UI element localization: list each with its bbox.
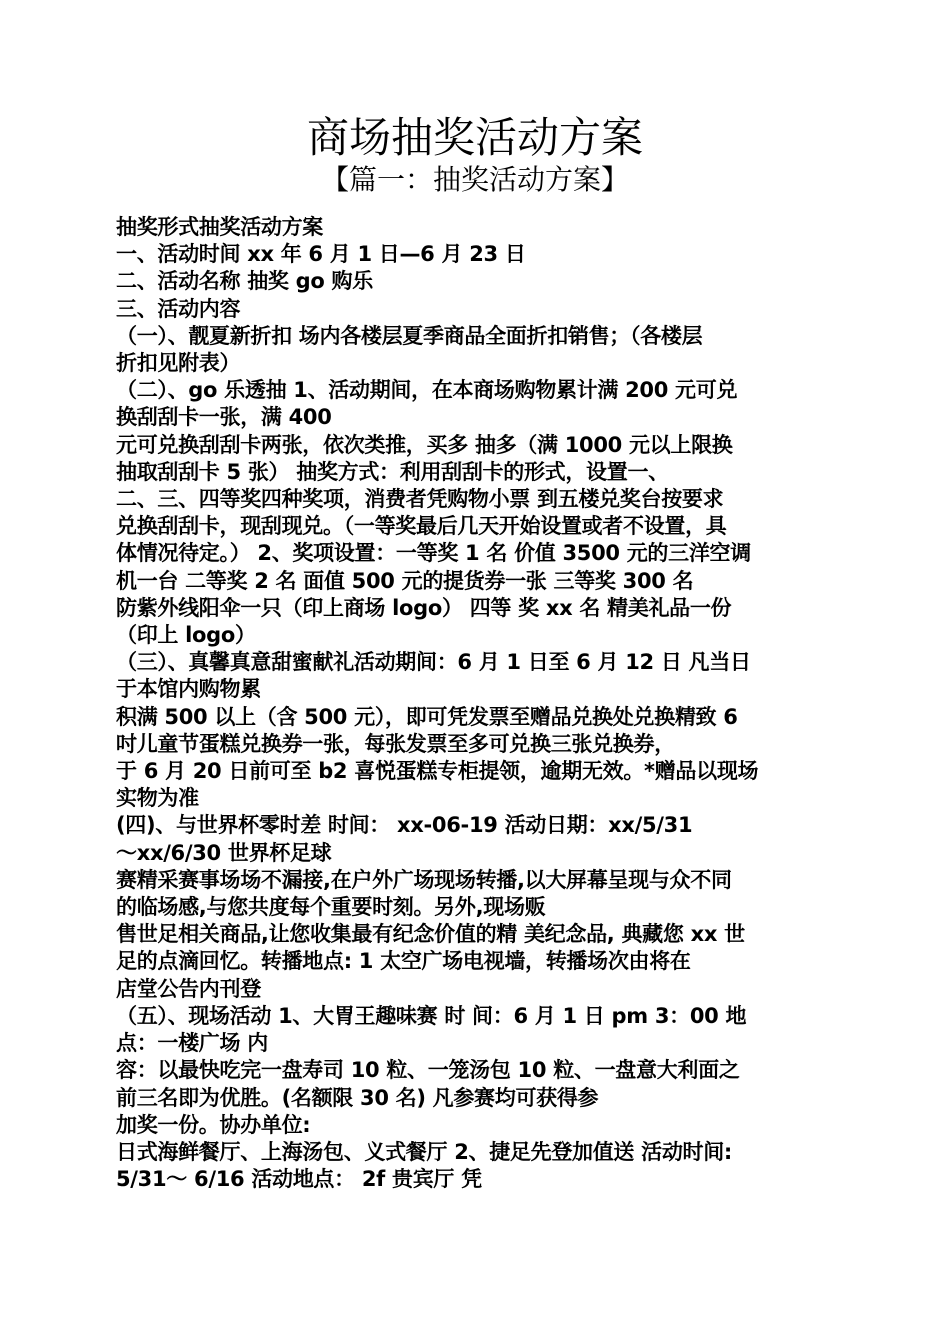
- body-line: （二）、go 乐透抽 1、活动期间，在本商场购物累计满 200 元可兑: [116, 378, 738, 403]
- body-line: （三）、真馨真意甜蜜献礼活动期间：6 月 1 日至 6 月 12 日 凡当日: [116, 650, 751, 675]
- body-line: 日式海鲜餐厅、上海汤包、义式餐厅 2、捷足先登加值送 活动时间:: [116, 1139, 733, 1164]
- body-line: （五）、现场活动 1、大胃王趣味赛 时 间：6 月 1 日 pm 3：00 地: [116, 1003, 747, 1028]
- body-line: 二、三、四等奖四种奖项，消费者凭购物小票 到五楼兑奖台按要求: [116, 487, 724, 512]
- body-line: 的临场感,与您共度每个重要时刻。另外,现场贩: [116, 895, 546, 920]
- document-title: 商场抽奖活动方案: [306, 113, 643, 162]
- body-line: 一、活动时间 xx 年 6 月 1 日—6 月 23 日: [116, 242, 526, 267]
- body-line: 折扣见附表）: [116, 351, 241, 376]
- body-line: （印上 logo）: [116, 623, 256, 648]
- body-line: 售世足相关商品,让您收集最有纪念价值的精 美纪念品, 典藏您 xx 世: [116, 922, 745, 947]
- body-line: 足的点滴回忆。转播地点: 1 太空广场电视墙，转播场次由将在: [116, 949, 691, 974]
- body-line: 体情况待定。） 2、奖项设置：一等奖 1 名 价值 3500 元的三洋空调: [116, 541, 751, 566]
- body-line: 三、活动内容: [116, 296, 241, 321]
- document-subtitle: 【篇一：抽奖活动方案】: [320, 163, 629, 196]
- body-line: 二、活动名称 抽奖 go 购乐: [116, 269, 373, 294]
- body-line: 吋儿童节蛋糕兑换券一张，每张发票至多可兑换三张兑换券，: [116, 731, 675, 756]
- body-line: 点：一楼广场 内: [116, 1031, 268, 1056]
- body-line: 赛精采赛事场场不漏接,在户外广场现场转播,以大屏幕呈现与众不同: [116, 867, 732, 892]
- body-line: 元可兑换刮刮卡两张，依次类推，买多 抽多（满 1000 元以上限换: [116, 432, 733, 457]
- body-line: 积满 500 以上（含 500 元），即可凭发票至赠品兑换处兑换精致 6: [116, 704, 738, 729]
- body-line: 实物为准: [116, 786, 199, 811]
- body-line: (四)、与世界杯零时差 时间： xx-06-19 活动日期：xx/5/31: [116, 813, 693, 838]
- body-line: 店堂公告内刊登: [116, 976, 261, 1001]
- body-line: 于 6 月 20 日前可至 b2 喜悦蛋糕专柜提领，逾期无效。*赠品以现场: [116, 759, 759, 784]
- body-line: 抽取刮刮卡 5 张） 抽奖方式：利用刮刮卡的形式，设置一、: [116, 459, 669, 484]
- body-line: 容：以最快吃完一盘寿司 10 粒、一笼汤包 10 粒、一盘意大利面之: [116, 1058, 740, 1083]
- body-line: 于本馆内购物累: [116, 677, 261, 702]
- document-body: [116, 214, 836, 1193]
- body-line: 5/31～ 6/16 活动地点： 2f 贵宾厅 凭: [116, 1167, 482, 1192]
- body-line: 抽奖形式抽奖活动方案: [116, 215, 323, 239]
- body-line: 前三名即为优胜。(名额限 30 名) 凡参赛均可获得参: [116, 1085, 599, 1110]
- body-line: 加奖一份。协办单位:: [116, 1112, 311, 1137]
- body-line: （一）、靓夏新折扣 场内各楼层夏季商品全面折扣销售；（各楼层: [116, 323, 703, 348]
- body-line: 兑换刮刮卡，现刮现兑。（一等奖最后几天开始设置或者不设置，具: [116, 514, 727, 539]
- body-line: 机一台 二等奖 2 名 面值 500 元的提货券一张 三等奖 300 名: [116, 568, 694, 593]
- body-line: ～xx/6/30 世界杯足球: [116, 840, 332, 865]
- body-line: 防紫外线阳伞一只（印上商场 logo） 四等 奖 xx 名 精美礼品一份: [116, 595, 732, 620]
- body-line: 换刮刮卡一张，满 400: [116, 405, 332, 430]
